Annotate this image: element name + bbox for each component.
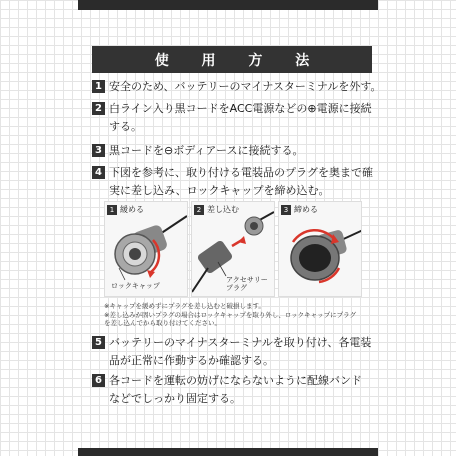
figure-number: 2 <box>194 205 204 215</box>
figure-caption: 緩める <box>120 205 144 214</box>
step-text: 白ライン入り黒コードをACC電源などの⊕電源に接続 する。 <box>109 102 372 133</box>
figure-number: 1 <box>107 205 117 215</box>
figure-number: 3 <box>281 205 291 215</box>
step-2 <box>92 100 382 136</box>
step-number: 2 <box>92 102 105 115</box>
page-title: 使 用 方 法 <box>92 46 372 73</box>
step-5 <box>92 334 382 370</box>
caution-notes: ※キャップを緩めずにプラグを差し込むと破損します。 ※差し込みが固いプラグの場合はロックキャップを取り外し、ロックキャップにプラグ を差し込んでから取り付けてください。 <box>104 302 357 327</box>
step-6 <box>92 372 382 408</box>
step-text: 黒コードを⊖ボディアースに接続する。 <box>109 144 304 157</box>
socket-tighten-illustration <box>279 202 362 297</box>
figure-loosen <box>104 201 188 297</box>
figure-caption: 差し込む <box>207 205 239 214</box>
step-text: 下図を参考に、取り付ける電装品のプラグを奥まで確 実に差し込み、ロックキャップを締め込む。 <box>109 166 373 197</box>
step-3 <box>92 142 382 160</box>
step-number: 5 <box>92 336 105 349</box>
figure-insert <box>191 201 275 297</box>
top-rule <box>78 0 378 10</box>
step-number: 3 <box>92 144 105 157</box>
bottom-rule <box>78 448 378 456</box>
step-number: 1 <box>92 80 105 93</box>
lock-cap-callout: ロックキャップ <box>111 282 160 290</box>
step-1 <box>92 78 382 96</box>
step-text: 各コードを運転の妨げにならないように配線バンド などでしっかり固定する。 <box>109 374 362 405</box>
step-number: 6 <box>92 374 105 387</box>
step-text: バッテリーのマイナスターミナルを取り付け、各電装 品が正常に作動するか確認する。 <box>109 336 372 367</box>
figure-caption: 締める <box>294 205 318 214</box>
accessory-plug-callout: アクセサリー プラグ <box>226 276 268 292</box>
installation-figures <box>104 201 362 297</box>
figure-tighten <box>278 201 362 297</box>
step-4 <box>92 164 382 200</box>
step-number: 4 <box>92 166 105 179</box>
step-text: 安全のため、バッテリーのマイナスターミナルを外す。 <box>109 80 382 93</box>
